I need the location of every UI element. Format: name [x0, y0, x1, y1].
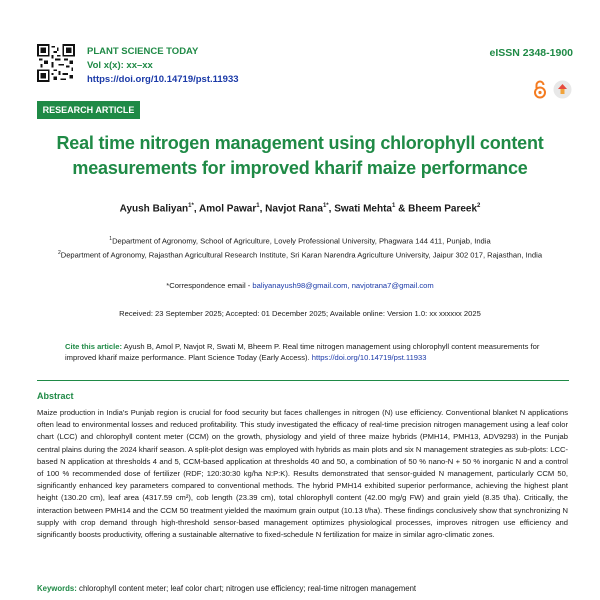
author-name: Ayush Baliyan [119, 203, 189, 215]
keywords [37, 584, 577, 593]
author-affiliation-marker: 1* [188, 203, 194, 209]
author-name: Amol Pawar [199, 203, 257, 215]
section-divider [37, 380, 569, 381]
journal-name: PLANT SCIENCE TODAY [87, 46, 199, 57]
publication-dates: Received: 23 September 2025; Accepted: 01 December 2025; Available online: Version 1.0: xx xxxxxx 2025 [119, 309, 481, 318]
check-for-updates-icon[interactable] [553, 80, 572, 99]
author-separator: , [328, 203, 335, 215]
keywords-label: Keywords: [37, 584, 77, 593]
author-name: Swati Mehta [334, 203, 392, 215]
article-doi-link[interactable]: https://doi.org/10.14719/pst.11933 [87, 74, 239, 85]
affiliation-1 [30, 236, 570, 246]
affiliation-text: Department of Agronomy, Rajasthan Agricultural Research Institute, Sri Karan Narendra Agriculture University, Jaipur 302 017, Rajasthan, India [60, 250, 543, 260]
journal-header [87, 45, 239, 87]
author-separator: , [193, 203, 199, 215]
author-list [20, 203, 580, 214]
author-affiliation-marker: 2 [477, 203, 481, 209]
eissn: eISSN 2348-1900 [489, 47, 573, 59]
author-affiliation-marker: 1 [391, 203, 396, 209]
author-name: Navjot Rana [265, 203, 323, 215]
keywords-text: chlorophyll content meter; leaf color chart; nitrogen use efficiency; real-time nitrogen management [76, 584, 417, 593]
author-name: Bheem Pareek [408, 203, 478, 215]
affiliation-marker: 2 [57, 250, 61, 256]
correspondence [20, 281, 580, 290]
author-affiliation-marker: 1 [256, 203, 260, 209]
correspondence-emails[interactable]: baliyanayush98@gmail.com, navjotrana7@gmail.com [252, 281, 434, 290]
correspondence-label: *Correspondence email - [166, 281, 253, 290]
affiliation-text: Department of Agronomy, School of Agriculture, Lovely Professional University, Phagwara 144 411, Punjab, India [112, 236, 491, 246]
journal-volume: Vol x(x): xx–xx [87, 60, 153, 71]
abstract-text: Maize production in India's Punjab region is crucial for food security but faces challenges in nitrogen (N) use efficiency. Conventional blanket N applications often lead to environmental losses and reduced profitability. This study investigated the efficacy of real-time precision nitrogen management using a leaf color chart (LCC) and chlorophyll content meter (CCM) on the growth, physiology and yield of three maize hybrids (PMH14, PMH13, ADV9293) in the Punjab central plains during the 2024 kharif season. A split-plot design was employed with hybrids as main plots and six N management strategies as sub-plots: LCC-based N application at thresholds 4 and 5, CCM-based application at thresholds 40 and 50, a combination of 50 % nano-N + 50 % inorganic N and a control of 100 % recommended dose of fertilizer (RDF; 120:30:30 kg/ha N:P:K). Results demonstrated that sensor-guided N management, particularly CCM 50, significantly enhanced key parameters compared to conventional methods. The hybrid PMH14 exhibited superior performance, achieving the highest plant height (130.20 cm), leaf area (4317.59 cm²), cob length (23.39 cm), total chlorophyll content (42.00 mg/g FW) and grain yield (8.35 t/ha). Critically, the interaction between PMH14 and the CCM 50 treatment yielded the maximum grain output (10.13 t/ha). These findings conclusively show that synchronizing N supply with crop demand through high-threshold sensor-based management optimizes physiological processes, improves nitrogen use efficiency and significantly boosts productivity, offering a sustainable alternative to fixed-schedule N fertilization for maize in similar agro-climatic zones. [37, 408, 568, 540]
affiliation-2 [30, 250, 570, 260]
citation-text: Ayush B, Amol P, Navjot R, Swati M, Bheem P. Real time nitrogen management using chlorophyll content measurements for improved kharif maize performance. Plant Science Today (Early Access). [65, 342, 540, 362]
title-line: measurements for improved kharif maize performance [72, 158, 528, 178]
title-line: Real time nitrogen management using chlorophyll content [56, 133, 544, 153]
qr-code-icon [37, 44, 75, 82]
article-title [40, 131, 560, 181]
author-affiliation-marker: 1* [322, 203, 329, 209]
abstract-heading: Abstract [37, 391, 74, 401]
author-separator: , [259, 203, 266, 215]
author-separator: & [395, 203, 409, 215]
article-type-badge: RESEARCH ARTICLE [37, 101, 140, 119]
open-access-icon [533, 80, 547, 99]
citation-doi-link[interactable]: https://doi.org/10.14719/pst.11933 [311, 353, 427, 362]
citation-label: Cite this article: [65, 342, 122, 351]
citation [65, 341, 565, 363]
affiliation-marker: 1 [109, 236, 113, 242]
